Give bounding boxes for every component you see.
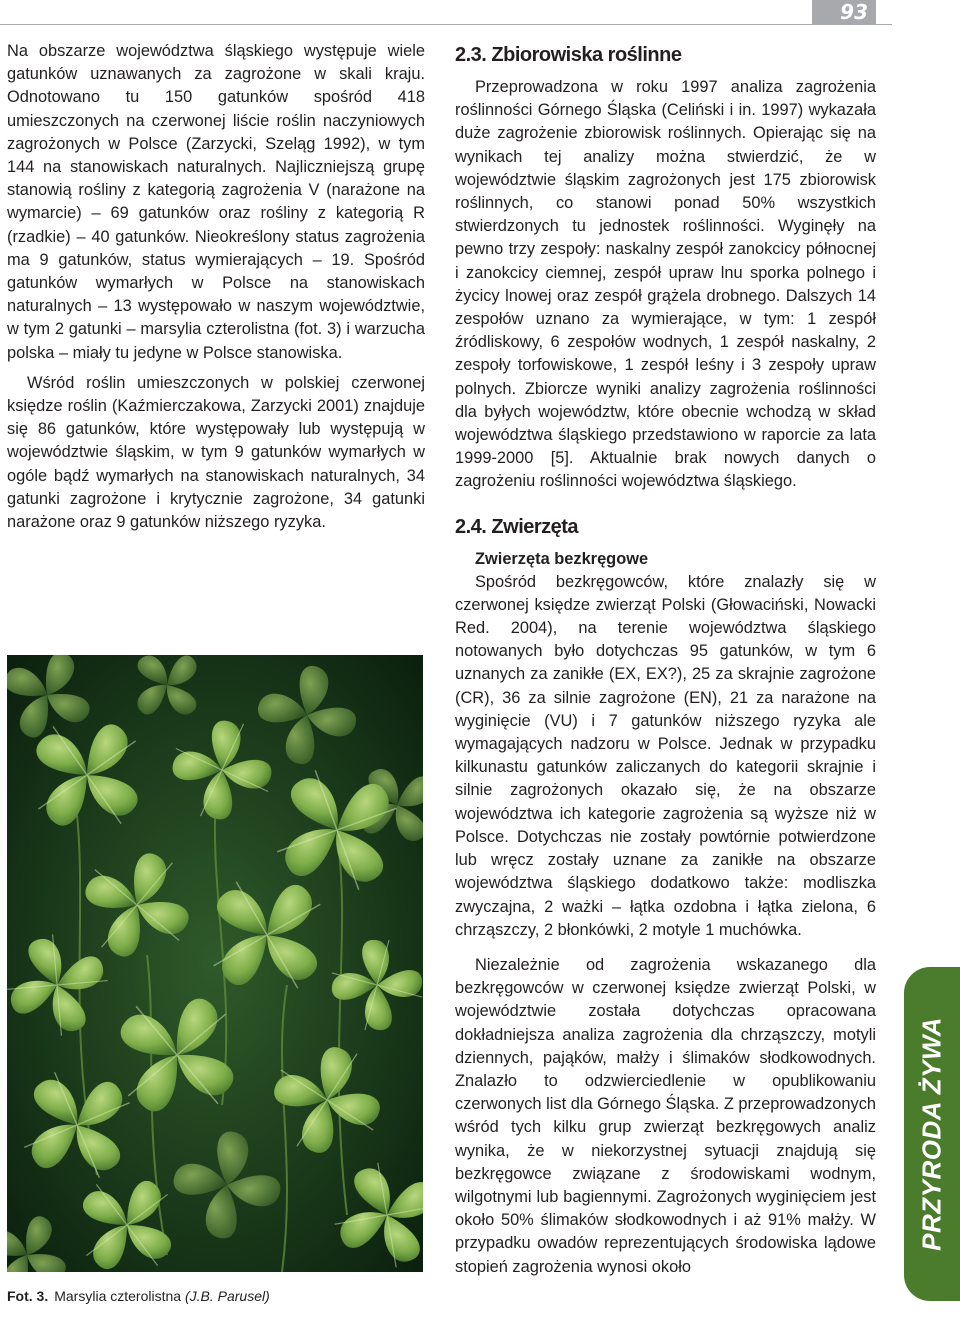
page-number: 93 (812, 0, 876, 24)
left-column (7, 40, 425, 534)
section-heading-plant-communities: 2.3. Zbiorowiska roślinne (455, 44, 682, 66)
spacer (455, 494, 876, 514)
caption-text: Marsylia czterolistna (54, 1288, 182, 1304)
section-heading-animals: 2.4. Zwierzęta (455, 515, 579, 538)
caption-label: Fot. 3. (7, 1288, 49, 1304)
right-column (455, 42, 876, 1279)
left-paragraph-1: Na obszarze województwa śląskiego występuje wiele gatunków uznawanych za zagrożone w skali kraju. Odnotowano tu 150 gatunków spośród 418 umieszczonych na czerwonej liście roślin naczyniowych zagrożonych w Polsce (Zarzycki, Szeląg 1992), w tym 144 na stanowiskach naturalnych. Najliczniejszą grupę stanowią rośliny z kategorią zagrożenia V (narażone na wymarcie) – 69 gatunków oraz rośliny z kategorią R (rzadkie) – 40 gatunków. Nieokreślony status zagrożenia ma 9 gatunków, status wymierających – 19. Spośród gatunków wymarłych w Polsce na stanowiskach naturalnych – 13 występowało w naszym województwie, w tym 2 gatunki – marsylia czterolistna (fot. 3) i warzucha polska – miały tu jedyne w Polsce stanowiska. (7, 42, 425, 362)
spacer (455, 942, 876, 954)
invertebrates-paragraph-1: Spośród bezkręgowców, które znalazły się w czerwonej księdze zwierząt Polski (Głowaciński, Nowacki Red. 2004), na terenie województwa śląskiego notowanych było dotychczas 95 gatunków, w tym 6 uznanych za zanikłe (EX, EX?), 25 za skrajnie zagrożone (CR), 36 za silnie zagrożone (EN), 21 za narażone na wyginięcie (VU) i 7 gatunków niższego ryzyka ale wymagających nadzoru w Polsce. Jednak w przypadku kilkunastu gatunków zaliczanych do kategorii skrajnie i silnie zagrożonych okazało się, że na obszarze województwa ich kategorie zagrożenia są wyższe niż w Polsce. Dotychczas nie zostały powtórnie potwierdzone lub wręcz zostały uznane za zanikłe na obszarze województwa śląskiego dodatkowo także: modliszka zwyczajna, 2 ważki – łątka ozdobna i łątka zielona, 6 chrząszczy, 2 błonkówki, 2 motyle 1 muchówka. (455, 572, 876, 939)
section-side-tab (904, 967, 960, 1301)
photo-caption (7, 1286, 427, 1306)
clover-leaves-image (7, 655, 423, 1272)
plant-communities-paragraph: Przeprowadzona w roku 1997 analiza zagrożenia roślinności Górnego Śląska (Celiński i in. 1997) wykazała duże zagrożenie zbiorowisk roślinnych. Opierając się na wynikach tej analizy można stwierdzić, że w województwie śląskim zagrożonych jest 175 zbiorowisk roślinnych, co stanowi ponad 50% wszystkich stwierdzonych tu jednostek roślinności. Wyginęły na pewno trzy zespoły: naskalny zespół zanokcicy północnej i zanokcicy ciemnej, zespół upraw lnu sporka polnego i życicy lnowej oraz zespół grążela drobnego. Dalszych 14 zespołów uznano za wymierające, w tym: 1 zespół źródliskowy, 6 zespołów wodnych, 1 zespół naskalny, 2 zespoły torfowiskowe, 1 zespół leśny i 3 zespoły upraw polnych. Zbiorcze wyniki analizy zagrożenia roślinności dla byłych województw, które obecnie wchodzą w skład województwa śląskiego przedstawiono w raporcie za lata 1999-2000 [5]. Aktualnie brak nowych danych o zagrożeniu roślinności województwa śląskiego. (455, 78, 876, 491)
caption-credit: (J.B. Parusel) (184, 1288, 270, 1304)
invertebrates-paragraph-2: Niezależnie od zagrożenia wskazanego dla bezkręgowców w czerwonej księdze zwierząt Polski, w województwie została dotychczas opracowana dokładniejsza analiza zagrożenia dla chrząszczy, motyli dziennych, pająków, małży i ślimaków słodkowodnych. Znalazło to odzwierciedlenie w opublikowaniu czerwonych list dla Górnego Śląska. Z przeprowadzonych wśród tych kilku grup zwierząt bezkręgowych analiz wynika, że w niekorzystnej sytuacji znajdują się bezkręgowce związane z środowiskami wodnym, wilgotnymi lub bagiennymi. Zagrożonych wyginięciem jest około 50% ślimaków słodkowodnych i aż 91% małży. W przypadku owadów reprezentujących środowiska lądowe stopień zagrożenia wynosi około (455, 955, 876, 1276)
left-paragraph-2: Wśród roślin umieszczonych w polskiej czerwonej księdze roślin (Kaźmierczakowa, Zarzycki 2001) znajduje się 86 gatunków, które występowały lub występują w województwie śląskim, w tym 9 gatunków wymarłych w ogóle bądź wymarłych na stanowiskach naturalnych, 34 gatunki zagrożone i krytycznie zagrożone, 34 gatunki narażone oraz 9 gatunków niższego ryzyka. (7, 373, 425, 532)
subsection-heading-invertebrates: Zwierzęta bezkręgowe (475, 549, 649, 568)
side-tab-label: PRZYRODA ŻYWA (916, 1017, 947, 1251)
header-rule (0, 24, 892, 25)
marsilea-photo (7, 655, 423, 1272)
